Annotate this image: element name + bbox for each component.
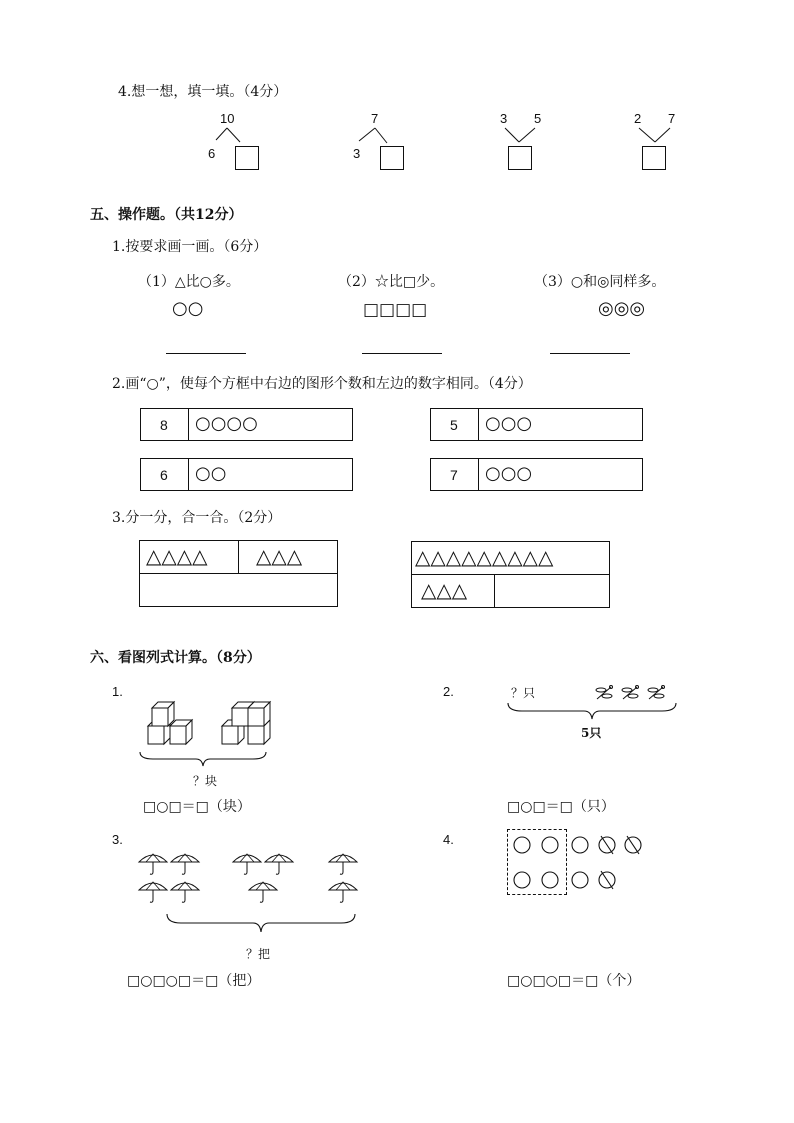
q1-item-3-answer-line[interactable] bbox=[550, 353, 630, 354]
q3-left-triangles-a: △△△△ bbox=[146, 544, 208, 568]
q2-box-divider bbox=[478, 409, 479, 440]
q1-item-1-label: （1）△比○多。 bbox=[138, 274, 240, 290]
q1-item-2-label: （2）☆比□少。 bbox=[338, 274, 445, 290]
p1-number: 1. bbox=[112, 684, 123, 699]
dragonflies-illustration bbox=[595, 683, 675, 703]
answer-box[interactable] bbox=[380, 146, 404, 170]
q2-box-number: 5 bbox=[450, 417, 458, 433]
q1-item-3-label: （3）○和◎同样多。 bbox=[534, 274, 666, 290]
p2-equation[interactable]: □○□＝□（只） bbox=[507, 799, 615, 815]
p4-equation[interactable]: □○□○□＝□（个） bbox=[507, 973, 641, 989]
q2-title: 2.画“○”，使每个方框中右边的图形个数和左边的数字相同。（4分） bbox=[112, 376, 532, 392]
q3-right-triangles-top: △△△△△△△△△ bbox=[415, 545, 554, 569]
q2-box-3[interactable] bbox=[140, 458, 353, 491]
q1-item-3-shapes: ◎◎◎ bbox=[598, 298, 646, 319]
q1-title: 1.按要求画一画。（6分） bbox=[112, 239, 268, 255]
q3-left-triangles-b: △△△ bbox=[256, 544, 303, 568]
umbrellas-illustration bbox=[137, 852, 367, 912]
q3-left-diagram bbox=[139, 540, 338, 607]
q3-right-answer-cell[interactable] bbox=[498, 577, 606, 607]
p3-number: 3. bbox=[112, 832, 123, 847]
brace bbox=[138, 750, 268, 770]
q2-box-divider bbox=[188, 409, 189, 440]
q2-box-number: 7 bbox=[450, 467, 458, 483]
q2-box-shapes: ○○○ bbox=[485, 413, 533, 434]
bond-left-number: 3 bbox=[353, 146, 361, 161]
q3-right-triangles-bottom: △△△ bbox=[421, 578, 468, 602]
answer-box[interactable] bbox=[642, 146, 666, 170]
p2-brace-label: 5只 bbox=[581, 726, 602, 740]
q1-item-1-shapes: ○○ bbox=[172, 298, 204, 319]
bond-top-number: 10 bbox=[220, 111, 235, 126]
q3-left-hdivider bbox=[140, 573, 337, 574]
q3-right-hdivider bbox=[412, 574, 609, 575]
q4-title: 4.想一想，填一填。（4分） bbox=[118, 84, 288, 100]
q2-box-number: 6 bbox=[160, 467, 168, 483]
bond-right-number: 5 bbox=[534, 111, 542, 126]
bond-right-number: 7 bbox=[668, 111, 676, 126]
p4-number: 4. bbox=[443, 832, 454, 847]
p1-equation[interactable]: □○□＝□（块） bbox=[143, 799, 251, 815]
q2-box-2[interactable] bbox=[430, 408, 643, 441]
q2-box-shapes: ○○○ bbox=[485, 463, 533, 484]
bond-top-number: 7 bbox=[371, 111, 379, 126]
answer-box[interactable] bbox=[508, 146, 532, 170]
p3-brace-label: ？把 bbox=[246, 947, 271, 961]
q3-left-answer-cell[interactable] bbox=[141, 575, 336, 605]
q2-box-1[interactable] bbox=[140, 408, 353, 441]
p2-number: 2. bbox=[443, 684, 454, 699]
q2-box-divider bbox=[478, 459, 479, 490]
brace bbox=[165, 912, 357, 936]
answer-box[interactable] bbox=[235, 146, 259, 170]
q3-right-vdivider bbox=[494, 574, 495, 607]
bond-left-number: 6 bbox=[208, 146, 216, 161]
q2-box-shapes: ○○○○ bbox=[195, 413, 258, 434]
brace bbox=[506, 701, 678, 723]
q3-left-vdivider bbox=[238, 541, 239, 573]
p1-brace-label: ？块 bbox=[193, 774, 218, 788]
q1-item-2-answer-line[interactable] bbox=[362, 353, 442, 354]
bond-left-number: 3 bbox=[500, 111, 508, 126]
q3-right-diagram bbox=[411, 541, 610, 608]
section6-title: 六、看图列式计算。（8分） bbox=[90, 650, 261, 666]
q1-item-1-answer-line[interactable] bbox=[166, 353, 246, 354]
p2-top-label: ？只 bbox=[511, 686, 536, 700]
q2-box-number: 8 bbox=[160, 417, 168, 433]
q2-box-divider bbox=[188, 459, 189, 490]
section5-title: 五、操作题。（共12分） bbox=[90, 207, 243, 223]
circles-illustration bbox=[505, 832, 665, 892]
q2-box-4[interactable] bbox=[430, 458, 643, 491]
p3-equation[interactable]: □○□○□＝□（把） bbox=[127, 973, 261, 989]
q3-title: 3.分一分，合一合。（2分） bbox=[112, 510, 282, 526]
q2-box-shapes: ○○ bbox=[195, 463, 227, 484]
cube-stacks-illustration bbox=[140, 700, 270, 750]
bond-left-number: 2 bbox=[634, 111, 642, 126]
q1-item-2-shapes: □□□□ bbox=[363, 300, 428, 320]
